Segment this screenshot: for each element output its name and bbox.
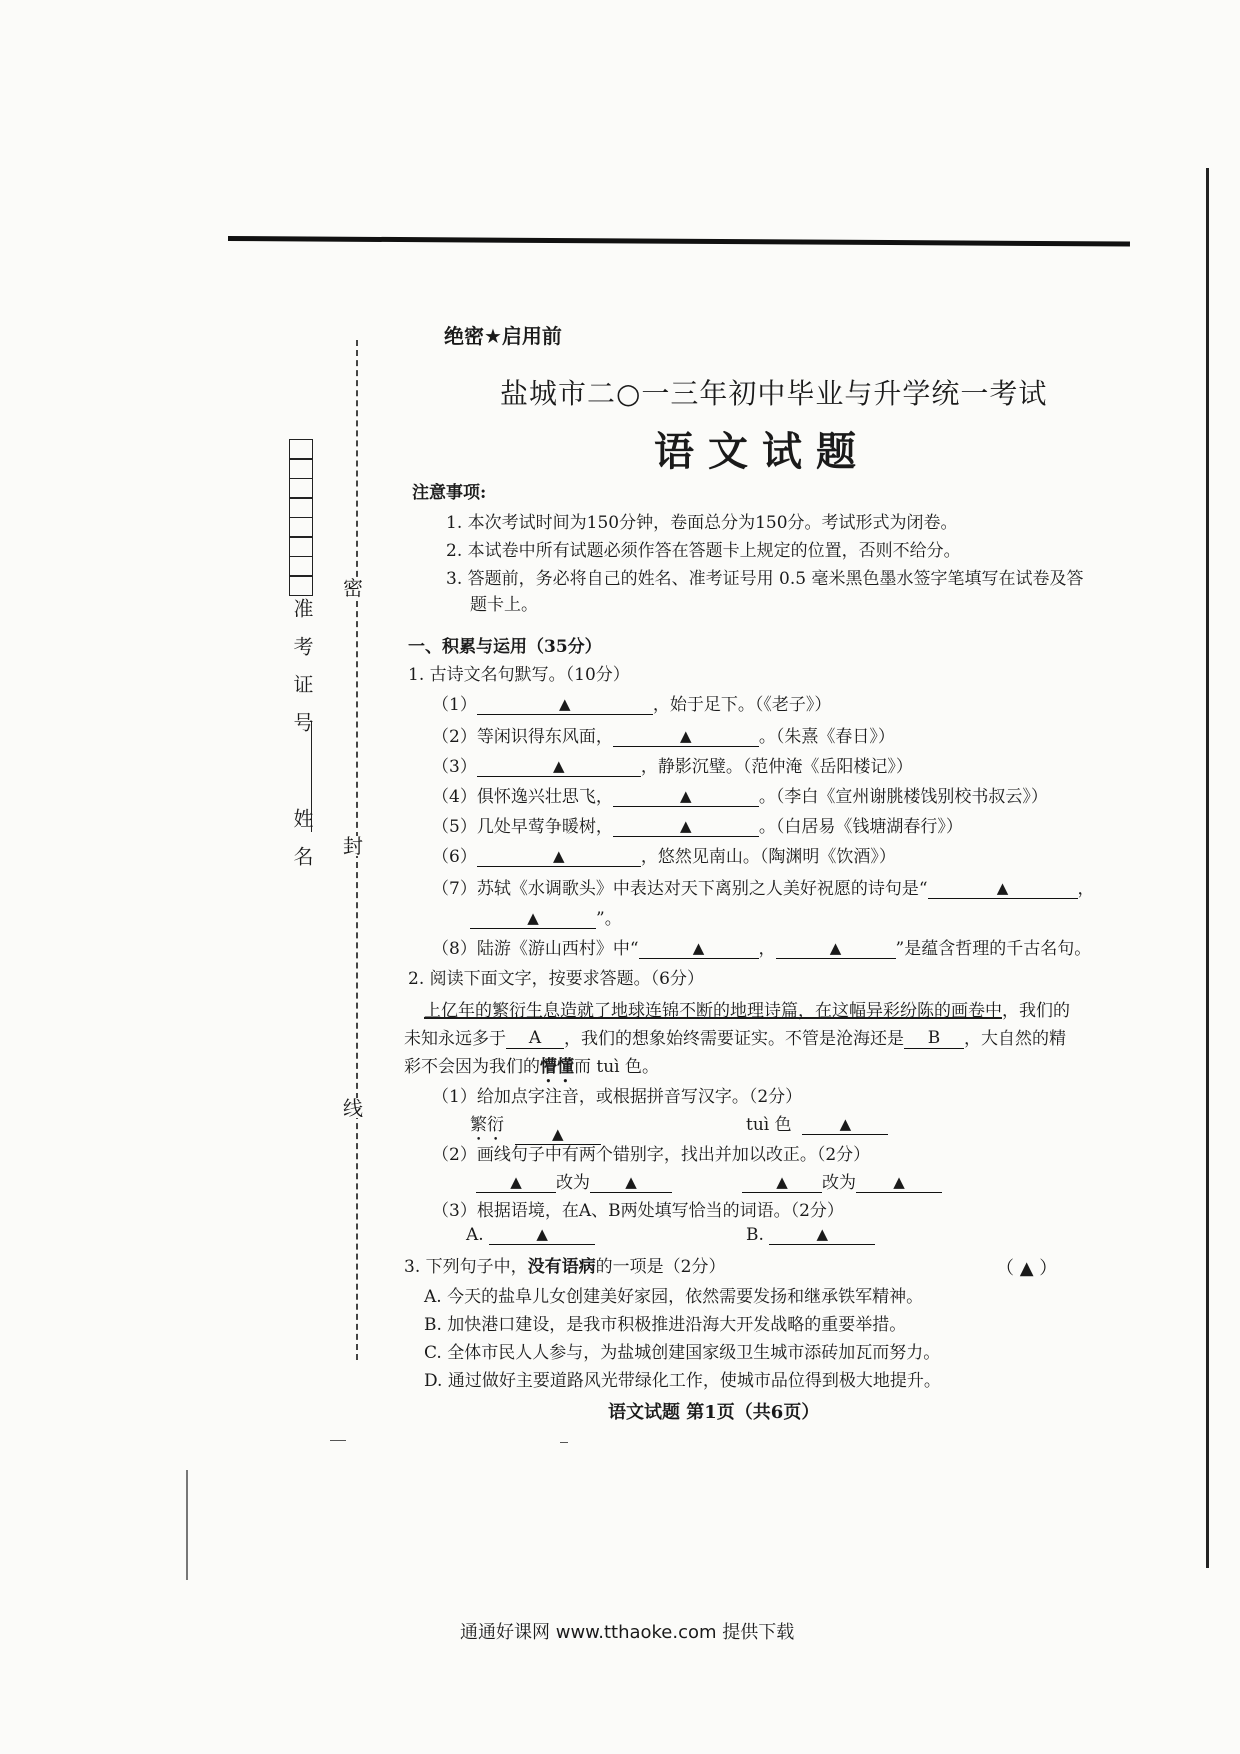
answer-blank[interactable]: ▲	[769, 1224, 875, 1245]
answer-blank[interactable]: ▲	[613, 816, 759, 837]
answer-blank[interactable]: ▲	[776, 938, 896, 959]
answer-blank[interactable]: ▲	[489, 1224, 595, 1245]
answer-blank[interactable]: ▲	[928, 878, 1078, 899]
answer-blank[interactable]: ▲	[476, 1172, 556, 1193]
q3-stem: 3. 下列句子中，没有语病的一项是（2分）	[404, 1257, 726, 1277]
q3-option-b: B. 加快港口建设，是我市积极推进沿海大开发战略的重要举措。	[424, 1315, 907, 1335]
download-source: 通通好课网 www.tthaoke.com 提供下载	[460, 1622, 795, 1643]
notice-item-1: 1. 本次考试时间为150分钟，卷面总分为150分。考试形式为闭卷。	[446, 513, 958, 533]
subject-title: 语文试题	[654, 428, 870, 475]
q3-option-c: C. 全体市民人人参与，为盐城创建国家级卫生城市添砖加瓦而努力。	[424, 1343, 941, 1363]
seal-mark-mi: 密	[343, 576, 363, 600]
q2-sub-3: （3）根据语境，在A、B两处填写恰当的词语。（2分）	[432, 1201, 844, 1221]
answer-blank[interactable]: ▲	[802, 1114, 888, 1135]
answer-blank[interactable]: ▲	[742, 1172, 822, 1193]
seal-mark-feng: 封	[343, 834, 363, 858]
q2-sub-1: （1）给加点字注音，或根据拼音写汉字。（2分）	[432, 1087, 803, 1107]
answer-blank[interactable]: ▲	[470, 908, 596, 929]
section-heading: 一、积累与运用（35分）	[408, 637, 602, 657]
page-number: 语文试题 第1页（共6页）	[608, 1402, 820, 1423]
q2-sub-1-answer-2: tuì 色 ▲	[746, 1110, 888, 1135]
q1-item-5: （5）几处早莺争暖树， ▲ 。（白居易《钱塘湖春行》）	[432, 817, 963, 837]
exam-title: 盐城市二○一三年初中毕业与升学统一考试	[500, 377, 1048, 410]
q3-option-a: A. 今天的盐阜儿女创建美好家园，依然需要发扬和继承铁军精神。	[424, 1287, 924, 1307]
answer-blank[interactable]: ▲	[613, 786, 759, 807]
name-label: 姓名	[290, 808, 314, 884]
notice-item-3-cont: 题卡上。	[470, 595, 538, 615]
answer-blank[interactable]: ▲	[515, 1124, 601, 1145]
q1-item-8: （8）陆游《游山西村》中“ ▲ ， ▲ ”是蕴含哲理的千古名句。	[432, 939, 1092, 959]
scan-speck	[330, 1440, 346, 1441]
seal-mark-xian: 线	[343, 1096, 363, 1120]
q2-sub-1-answer-1: 繁衍 ▲	[470, 1110, 601, 1145]
notice-item-3: 3. 答题前，务必将自己的姓名、准考证号用 0.5 毫米黑色墨水签字笔填写在试卷及答	[446, 569, 1084, 589]
q2-sub-3-answer-b: B. ▲	[746, 1224, 875, 1245]
q1-item-6: （6） ▲ ，悠然见南山。（陶渊明《饮酒》）	[432, 847, 896, 867]
answer-blank[interactable]: ▲	[477, 846, 641, 867]
q1-stem: 1. 古诗文名句默写。（10分）	[408, 665, 630, 685]
answer-blank[interactable]: ▲	[856, 1172, 942, 1193]
q1-item-2: （2）等闲识得东风面， ▲ 。（朱熹《春日》）	[432, 727, 895, 747]
blank-a[interactable]: A	[506, 1028, 564, 1049]
answer-blank[interactable]: ▲	[613, 726, 759, 747]
q2-sub-2: （2）画线句子中有两个错别字，找出并加以改正。（2分）	[432, 1145, 871, 1165]
notice-item-2: 2. 本试卷中所有试题必须作答在答题卡上规定的位置，否则不给分。	[446, 541, 961, 561]
q2-stem: 2. 阅读下面文字，按要求答题。（6分）	[408, 969, 704, 989]
answer-blank[interactable]: ▲	[590, 1172, 672, 1193]
q2-sub-2-answer-2: ▲ 改为 ▲	[742, 1168, 942, 1193]
q2-sub-3-answer-a: A. ▲	[466, 1224, 595, 1245]
q2-passage-line-3: 彩不会因为我们的懵懂而 tuì 色。	[404, 1057, 660, 1077]
confidential-label: 绝密★启用前	[444, 324, 562, 348]
q2-sub-2-answer-1: ▲ 改为 ▲	[476, 1168, 672, 1193]
scan-speck	[560, 1442, 568, 1443]
admission-number-label: 准考证号	[290, 598, 314, 750]
answer-blank[interactable]: ▲	[639, 938, 759, 959]
q1-item-7-cont: ▲ ”。	[470, 904, 622, 929]
right-border-line	[1206, 168, 1209, 1568]
q3-answer-paren[interactable]: （ ▲ ）	[996, 1258, 1058, 1279]
top-rule	[228, 236, 1130, 247]
left-scan-mark	[186, 1470, 188, 1580]
q1-item-1: （1） ▲ ，始于足下。（《老子》）	[432, 695, 832, 715]
q1-item-7: （7）苏轼《水调歌头》中表达对天下离别之人美好祝愿的诗句是“ ▲ ，	[432, 879, 1095, 899]
admission-number-boxes[interactable]	[289, 440, 313, 596]
q1-item-4: （4）俱怀逸兴壮思飞， ▲ 。（李白《宣州谢朓楼饯别校书叔云》）	[432, 787, 1048, 807]
q3-option-d: D. 通过做好主要道路风光带绿化工作，使城市品位得到极大地提升。	[424, 1371, 941, 1391]
answer-blank[interactable]: ▲	[477, 694, 653, 715]
notice-heading: 注意事项:	[412, 483, 487, 503]
q1-item-3: （3） ▲ ，静影沉璧。（范仲淹《岳阳楼记》）	[432, 757, 913, 777]
answer-blank[interactable]: ▲	[477, 756, 641, 777]
q2-passage-line-2: 未知永远多于 A ，我们的想象始终需要证实。不管是沧海还是 B ，大自然的精	[404, 1028, 1066, 1049]
q2-passage-line-1: 上亿年的繁衍生息造就了地球连锦不断的地理诗篇，在这幅异彩纷陈的画卷中，我们的	[424, 1001, 1070, 1021]
blank-b[interactable]: B	[904, 1028, 964, 1049]
